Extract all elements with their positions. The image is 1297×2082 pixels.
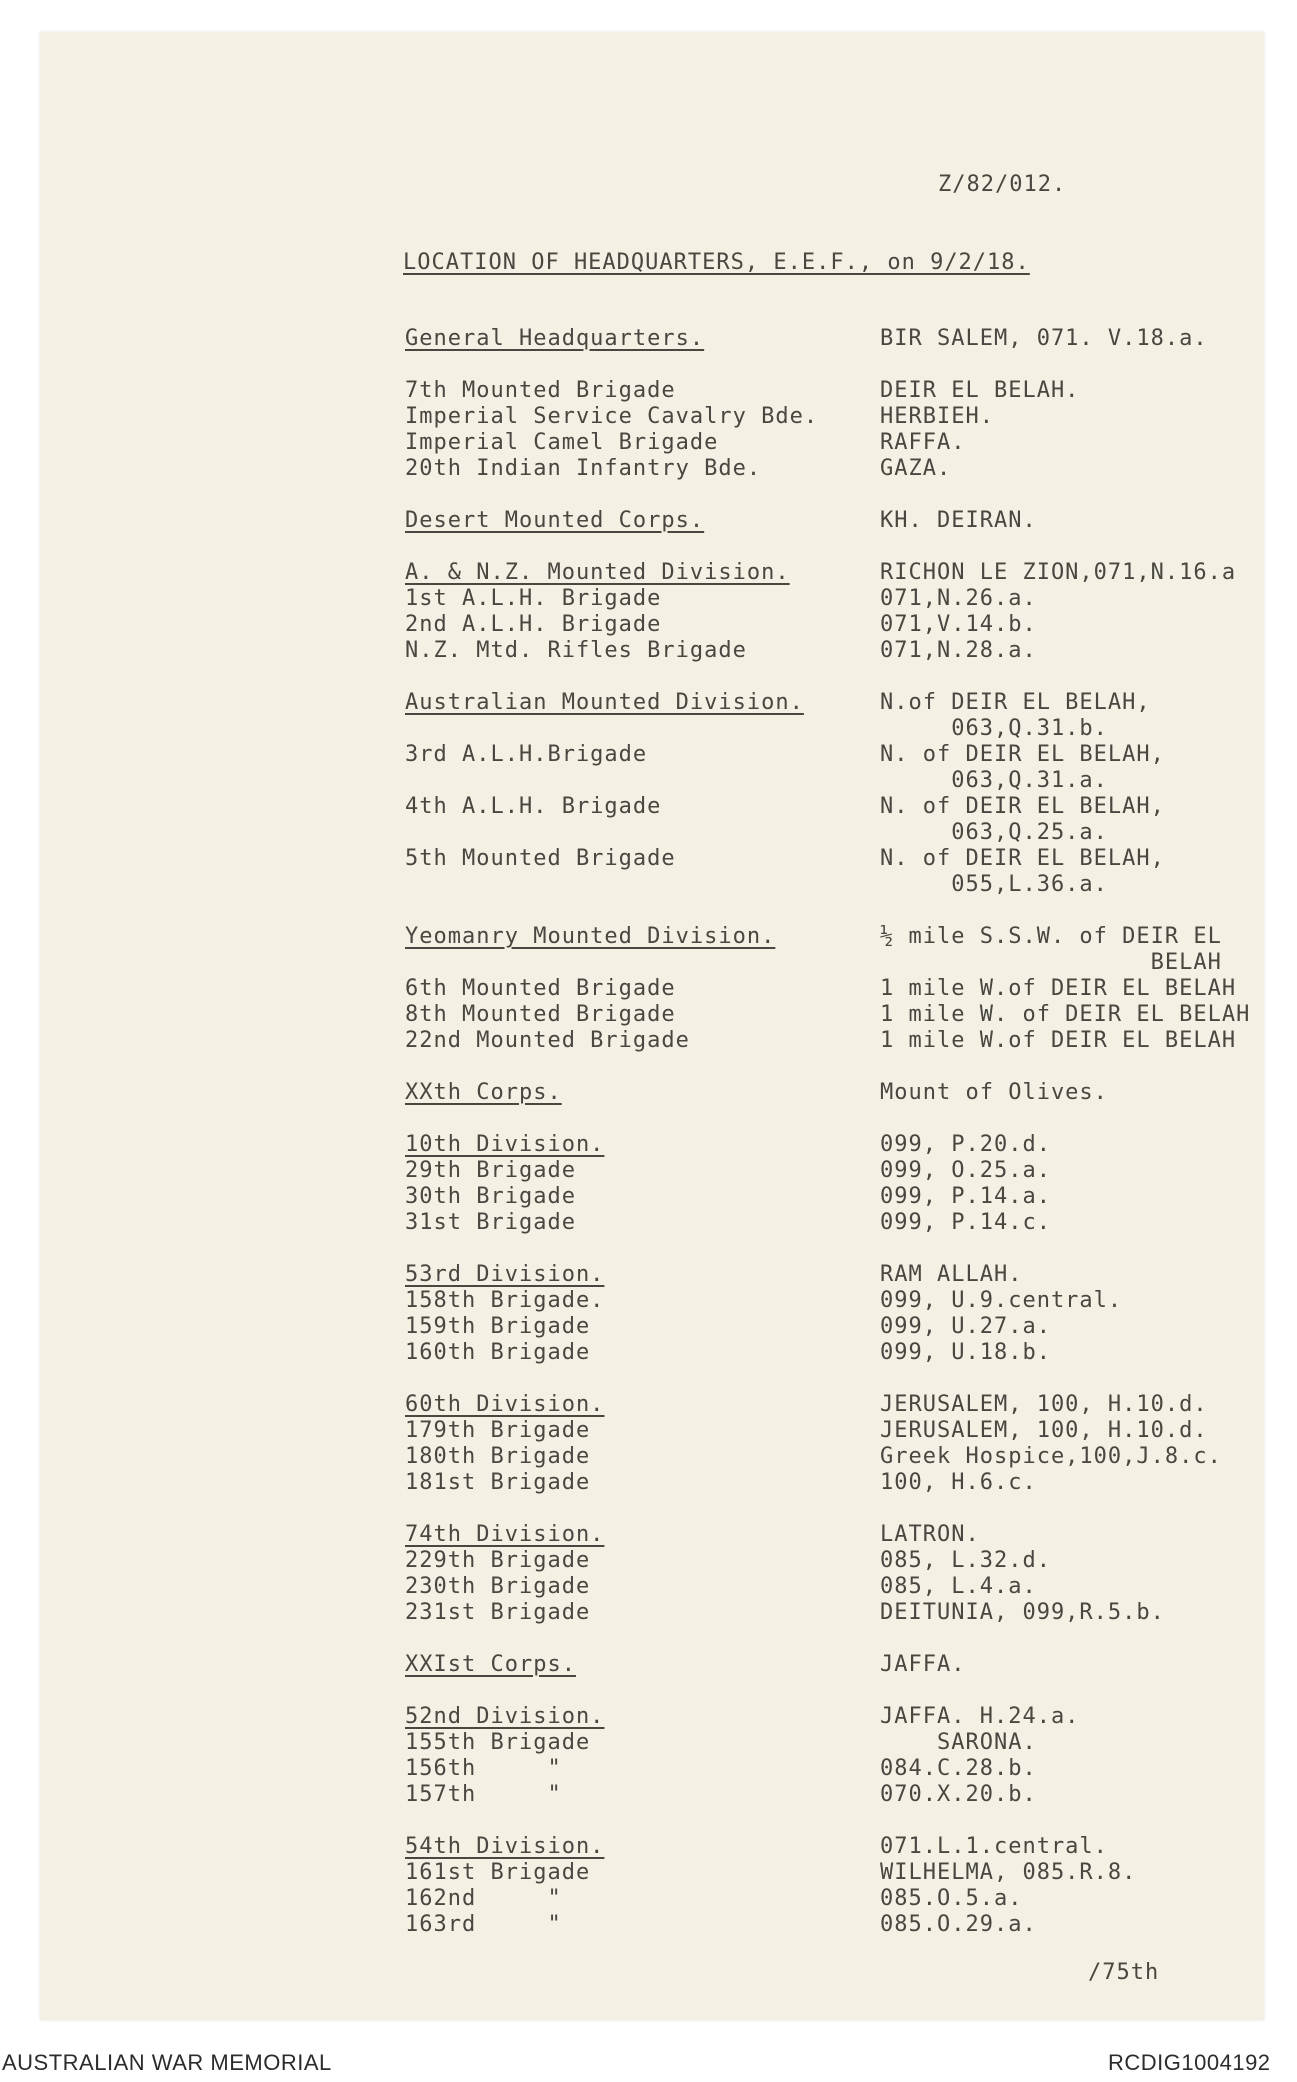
unit-location: 055,L.36.a.	[880, 872, 1108, 897]
document-title: LOCATION OF HEADQUARTERS, E.E.F., on 9/2/18.	[403, 250, 1030, 275]
unit-location: 1 mile W.of DEIR EL BELAH	[880, 1028, 1237, 1053]
unit-location: 085, L.4.a.	[880, 1574, 1037, 1599]
unit-heading: 53rd Division.	[405, 1262, 605, 1287]
unit-location: BELAH	[880, 950, 1222, 975]
unit-location: RAM ALLAH.	[880, 1262, 1023, 1287]
unit-name: 20th Indian Infantry Bde.	[405, 456, 762, 481]
unit-name: Imperial Service Cavalry Bde.	[405, 404, 819, 429]
unit-heading: XXIst Corps.	[405, 1652, 576, 1677]
unit-heading: 10th Division.	[405, 1132, 605, 1157]
unit-location: 099, P.14.a.	[880, 1184, 1051, 1209]
unit-location: N.of DEIR EL BELAH,	[880, 690, 1151, 715]
unit-location: RAFFA.	[880, 430, 966, 455]
unit-location: 071,V.14.b.	[880, 612, 1037, 637]
unit-name: 163rd "	[405, 1912, 562, 1937]
unit-location: 099, U.27.a.	[880, 1314, 1051, 1339]
unit-name: 161st Brigade	[405, 1860, 591, 1885]
unit-location: RICHON LE ZION,071,N.16.a	[880, 560, 1237, 585]
unit-name: 4th A.L.H. Brigade	[405, 794, 662, 819]
unit-name: 229th Brigade	[405, 1548, 591, 1573]
unit-name: 181st Brigade	[405, 1470, 591, 1495]
catchword: /75th	[1088, 1960, 1160, 1985]
unit-name: 160th Brigade	[405, 1340, 591, 1365]
unit-name: 8th Mounted Brigade	[405, 1002, 676, 1027]
unit-location: ½ mile S.S.W. of DEIR EL	[880, 924, 1222, 949]
unit-location: N. of DEIR EL BELAH,	[880, 794, 1165, 819]
unit-heading: 60th Division.	[405, 1392, 605, 1417]
unit-location: 099, P.14.c.	[880, 1210, 1051, 1235]
unit-location: 063,Q.31.b.	[880, 716, 1108, 741]
unit-location: SARONA.	[880, 1730, 1037, 1755]
unit-location: 099, P.20.d.	[880, 1132, 1051, 1157]
unit-name: 7th Mounted Brigade	[405, 378, 676, 403]
unit-heading: Australian Mounted Division.	[405, 690, 804, 715]
unit-location: N. of DEIR EL BELAH,	[880, 742, 1165, 767]
unit-heading: 52nd Division.	[405, 1704, 605, 1729]
unit-location: BIR SALEM, 071. V.18.a.	[880, 326, 1208, 351]
unit-heading: General Headquarters.	[405, 326, 705, 351]
unit-name: 2nd A.L.H. Brigade	[405, 612, 662, 637]
unit-location: 1 mile W. of DEIR EL BELAH	[880, 1002, 1251, 1027]
unit-location: DEIR EL BELAH.	[880, 378, 1080, 403]
unit-name: 22nd Mounted Brigade	[405, 1028, 690, 1053]
unit-name: 231st Brigade	[405, 1600, 591, 1625]
unit-location: N. of DEIR EL BELAH,	[880, 846, 1165, 871]
unit-name: 179th Brigade	[405, 1418, 591, 1443]
unit-location: HERBIEH.	[880, 404, 994, 429]
unit-name: 30th Brigade	[405, 1184, 576, 1209]
unit-location: JAFFA. H.24.a.	[880, 1704, 1080, 1729]
unit-location: 071,N.26.a.	[880, 586, 1037, 611]
unit-location: 070.X.20.b.	[880, 1782, 1037, 1807]
unit-name: 230th Brigade	[405, 1574, 591, 1599]
unit-location: LATRON.	[880, 1522, 980, 1547]
unit-name: 159th Brigade	[405, 1314, 591, 1339]
unit-name: 155th Brigade	[405, 1730, 591, 1755]
unit-name: 158th Brigade.	[405, 1288, 605, 1313]
unit-location: 085, L.32.d.	[880, 1548, 1051, 1573]
unit-location: 063,Q.31.a.	[880, 768, 1108, 793]
unit-location: JERUSALEM, 100, H.10.d.	[880, 1392, 1208, 1417]
unit-heading: A. & N.Z. Mounted Division.	[405, 560, 790, 585]
footer-identifier: RCDIG1004192	[1108, 2050, 1271, 2075]
unit-location: JAFFA.	[880, 1652, 966, 1677]
unit-location: Greek Hospice,100,J.8.c.	[880, 1444, 1222, 1469]
unit-location: 084.C.28.b.	[880, 1756, 1037, 1781]
unit-location: 099, U.18.b.	[880, 1340, 1051, 1365]
unit-name: 3rd A.L.H.Brigade	[405, 742, 648, 767]
unit-name: 157th "	[405, 1782, 562, 1807]
unit-location: 085.O.29.a.	[880, 1912, 1037, 1937]
unit-heading: Desert Mounted Corps.	[405, 508, 705, 533]
reference-number: Z/82/012.	[938, 172, 1067, 197]
unit-name: 156th "	[405, 1756, 562, 1781]
unit-location: GAZA.	[880, 456, 952, 481]
unit-name: 29th Brigade	[405, 1158, 576, 1183]
unit-location: KH. DEIRAN.	[880, 508, 1037, 533]
unit-location: Mount of Olives.	[880, 1080, 1108, 1105]
unit-location: DEITUNIA, 099,R.5.b.	[880, 1600, 1165, 1625]
unit-name: 162nd "	[405, 1886, 562, 1911]
unit-heading: XXth Corps.	[405, 1080, 562, 1105]
footer-institution: AUSTRALIAN WAR MEMORIAL	[2, 2050, 332, 2075]
unit-location: 071.L.1.central.	[880, 1834, 1108, 1859]
unit-name: 5th Mounted Brigade	[405, 846, 676, 871]
unit-location: 1 mile W.of DEIR EL BELAH	[880, 976, 1237, 1001]
unit-heading: 74th Division.	[405, 1522, 605, 1547]
unit-name: 1st A.L.H. Brigade	[405, 586, 662, 611]
unit-heading: Yeomanry Mounted Division.	[405, 924, 776, 949]
unit-location: JERUSALEM, 100, H.10.d.	[880, 1418, 1208, 1443]
unit-name: N.Z. Mtd. Rifles Brigade	[405, 638, 747, 663]
unit-location: 100, H.6.c.	[880, 1470, 1037, 1495]
unit-location: 071,N.28.a.	[880, 638, 1037, 663]
unit-location: WILHELMA, 085.R.8.	[880, 1860, 1137, 1885]
unit-location: 085.O.5.a.	[880, 1886, 1023, 1911]
unit-name: Imperial Camel Brigade	[405, 430, 719, 455]
unit-name: 31st Brigade	[405, 1210, 576, 1235]
unit-location: 099, U.9.central.	[880, 1288, 1123, 1313]
unit-name: 6th Mounted Brigade	[405, 976, 676, 1001]
unit-location: 063,Q.25.a.	[880, 820, 1108, 845]
unit-name: 180th Brigade	[405, 1444, 591, 1469]
unit-location: 099, O.25.a.	[880, 1158, 1051, 1183]
unit-heading: 54th Division.	[405, 1834, 605, 1859]
